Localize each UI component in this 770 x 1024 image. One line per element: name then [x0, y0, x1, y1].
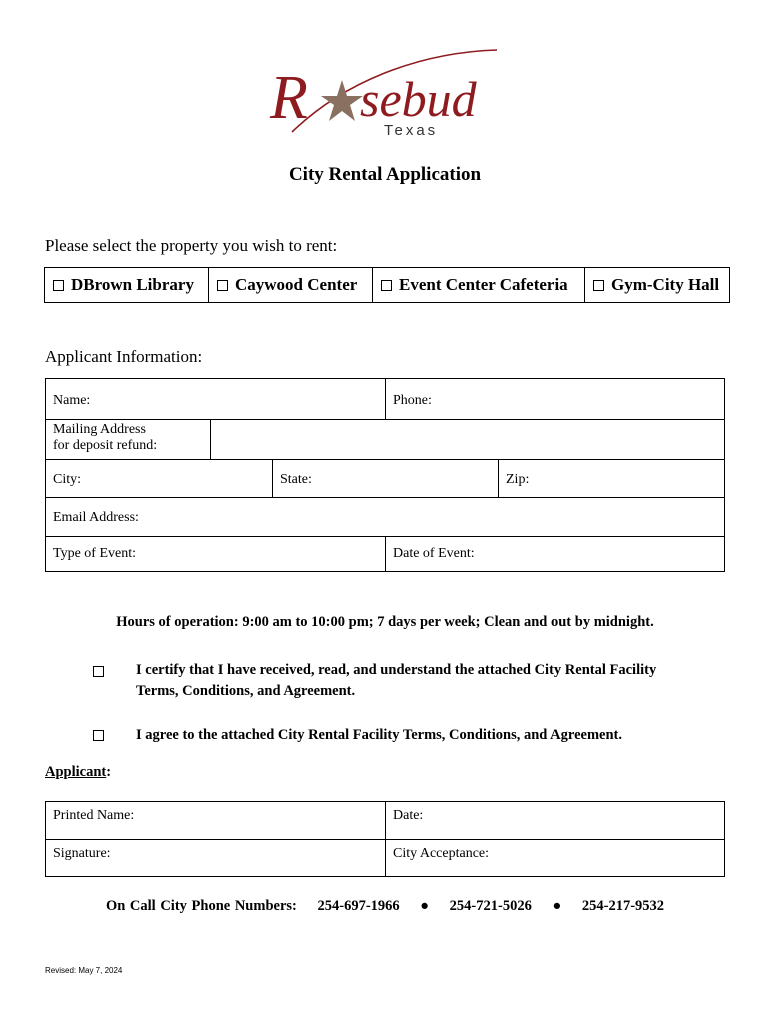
- applicant-signature-table: [45, 801, 725, 877]
- property-selection-table: [44, 267, 730, 303]
- property-label: Event Center Cafeteria: [399, 275, 568, 294]
- checkbox-icon[interactable]: [381, 280, 392, 291]
- signature-field[interactable]: [46, 840, 386, 876]
- phone-field[interactable]: [386, 379, 724, 419]
- event-date-label: Date of Event:: [393, 546, 475, 561]
- form-title: City Rental Application: [288, 164, 482, 185]
- applicant-info-table: [45, 378, 725, 572]
- checkbox-icon[interactable]: [53, 280, 64, 291]
- property-option-gym-city-hall[interactable]: [585, 268, 729, 302]
- checkbox-icon[interactable]: [593, 280, 604, 291]
- mailing-address-field[interactable]: [211, 420, 724, 459]
- zip-label: Zip:: [506, 472, 530, 487]
- revision-date: Revised: May 7, 2024: [45, 966, 123, 975]
- logo-letter-r: R: [270, 64, 308, 132]
- agree-terms-checkbox[interactable]: [93, 730, 104, 741]
- on-call-label: On Call City Phone Numbers:: [105, 898, 297, 914]
- certify-received-line2: Terms, Conditions, and Agreement.: [136, 683, 356, 699]
- checkbox-icon[interactable]: [217, 280, 228, 291]
- certify-received-checkbox[interactable]: [93, 666, 104, 677]
- city-acceptance-field[interactable]: [386, 840, 724, 876]
- name-field[interactable]: [46, 379, 386, 419]
- phone-number-2: 254-721-5026: [449, 898, 532, 914]
- city-field[interactable]: [46, 460, 273, 497]
- applicant-info-heading: Applicant Information:: [45, 347, 203, 366]
- phone-number-1: 254-697-1966: [317, 898, 400, 914]
- on-call-phone-numbers: [0, 898, 770, 915]
- mailing-address-sublabel: for deposit refund:: [53, 438, 158, 453]
- property-prompt: Please select the property you wish to rent:: [45, 236, 338, 255]
- phone-label: Phone:: [393, 393, 432, 408]
- event-type-field[interactable]: [46, 537, 386, 571]
- property-option-caywood-center[interactable]: [209, 268, 373, 302]
- zip-field[interactable]: [499, 460, 724, 497]
- email-label: Email Address:: [53, 510, 139, 525]
- event-date-field[interactable]: [386, 537, 724, 571]
- applicant-heading-word: Applicant: [45, 764, 107, 780]
- applicant-heading-colon: :: [106, 764, 112, 780]
- date-field[interactable]: [386, 802, 724, 839]
- state-label: State:: [280, 472, 312, 487]
- bullet-separator: ●: [552, 898, 562, 914]
- mailing-address-label-cell: [46, 420, 211, 459]
- property-label: DBrown Library: [71, 275, 194, 294]
- state-field[interactable]: [273, 460, 499, 497]
- certify-received-text: [136, 660, 656, 702]
- signature-label: Signature:: [53, 846, 111, 861]
- applicant-heading: [45, 764, 111, 781]
- phone-number-3: 254-217-9532: [581, 898, 665, 914]
- email-field[interactable]: [46, 498, 724, 536]
- property-option-dbrown-library[interactable]: [45, 268, 209, 302]
- property-option-event-center-cafeteria[interactable]: [373, 268, 585, 302]
- certify-received-line1: I certify that I have received, read, and understand the attached City Rental Facility: [136, 662, 657, 678]
- bullet-separator: ●: [420, 898, 430, 914]
- hours-of-operation: Hours of operation: 9:00 am to 10:00 pm; 7 days per week; Clean and out by midnight.: [116, 614, 654, 630]
- printed-name-field[interactable]: [46, 802, 386, 839]
- city-label: City:: [53, 472, 82, 487]
- logo-word: sebud: [360, 71, 477, 127]
- event-type-label: Type of Event:: [53, 546, 136, 561]
- date-label: Date:: [393, 808, 424, 823]
- mailing-address-label: Mailing Address: [53, 422, 146, 437]
- logo-state: Texas: [384, 122, 439, 139]
- agree-terms-text: I agree to the attached City Rental Facility Terms, Conditions, and Agreement.: [136, 727, 622, 743]
- rosebud-texas-logo: [262, 44, 512, 144]
- property-label: Gym-City Hall: [611, 275, 720, 294]
- name-label: Name:: [53, 393, 91, 408]
- printed-name-label: Printed Name:: [53, 808, 135, 823]
- city-acceptance-label: City Acceptance:: [393, 846, 490, 861]
- property-label: Caywood Center: [235, 275, 358, 294]
